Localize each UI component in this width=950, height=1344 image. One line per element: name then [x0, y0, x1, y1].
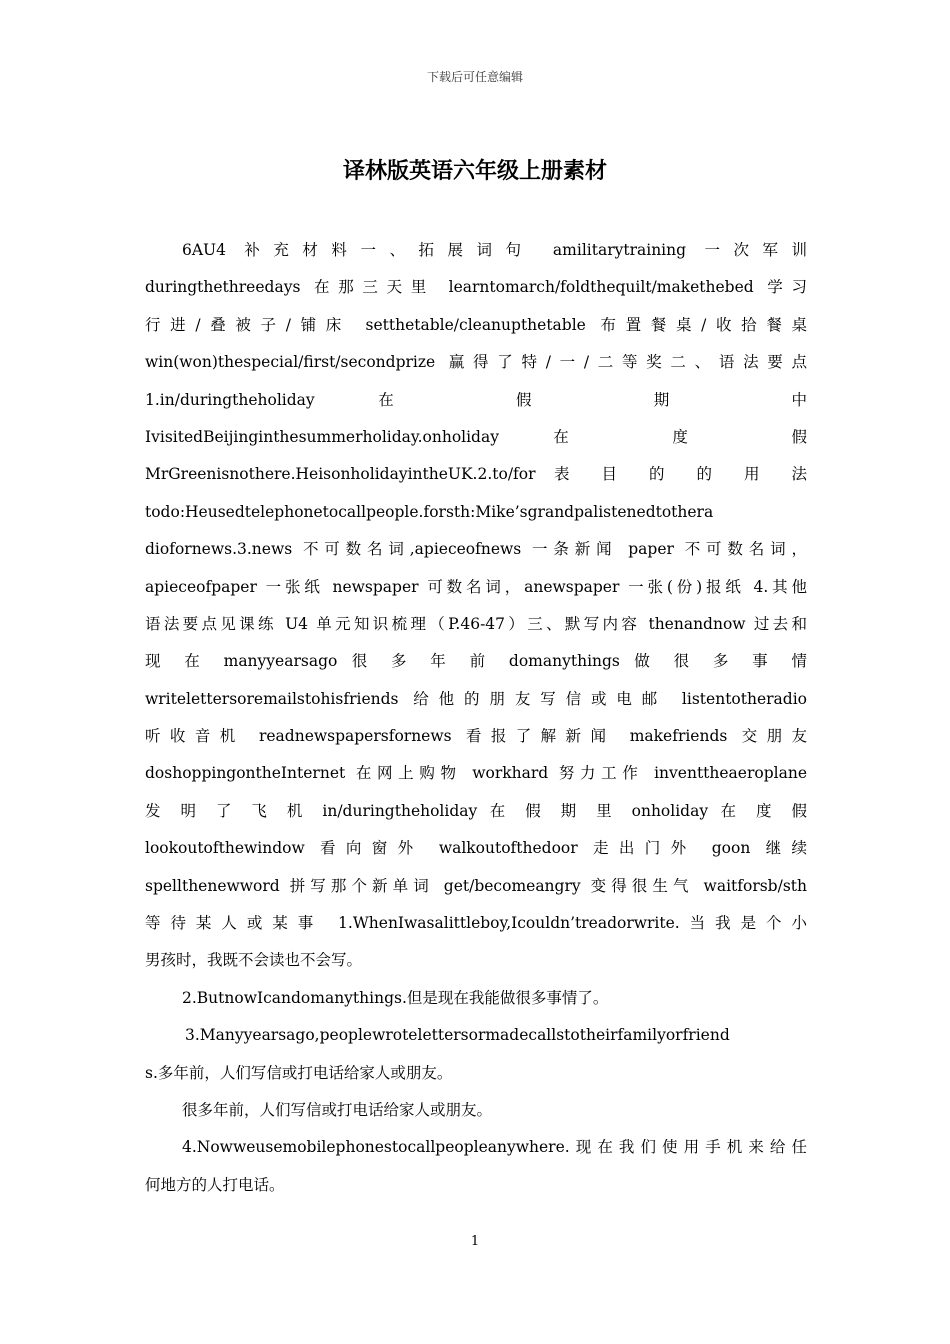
- body-line: 4.Nowweusemobilephonestocallpeopleanywhere.现在我们使用手机来给任: [182, 1138, 807, 1157]
- body-line: 男孩时，我既不会读也不会写。: [145, 951, 363, 970]
- body-line: 语法要点见课练 U4 单元知识梳理（P.46-47）三、默写内容 thenandnow 过去和: [145, 614, 807, 633]
- body-line: 很多年前，人们写信或打电话给家人或朋友。: [182, 1100, 493, 1119]
- header-note: 下载后可任意编辑: [426, 70, 523, 84]
- page-number: 1: [470, 1234, 480, 1249]
- body-line: lookoutofthewindow 看向窗外 walkoutofthedoor 走出门外 goon 继续: [145, 839, 807, 858]
- body-line: 3.Manyyearsago,peoplewrotelettersormadecallstotheirfamilyorfriend: [185, 1026, 730, 1045]
- body-line: IvisitedBeijinginthesummerholiday.onholiday 在 度 假: [145, 427, 807, 446]
- body-line: MrGreenisnothere.HeisonholidayintheUK.2.to/for 表 目 的 的 用 法: [145, 465, 807, 484]
- body-line: apieceofpaper 一张纸 newspaper 可数名词，anewspaper 一张(份)报纸 4.其他: [145, 577, 807, 596]
- body-line: 6AU4 补充材料一、拓展词句 amilitarytraining 一次军训: [182, 241, 807, 259]
- body-line: 1.in/duringtheholiday 在 假 期 中: [145, 390, 807, 409]
- body-line: 发 明 了 飞 机 in/duringtheholiday 在 假 期 里 onholiday 在 度 假: [145, 801, 807, 820]
- body-line: win(won)thespecial/first/secondprize 赢得了特/一/二等奖二、语法要点: [145, 353, 807, 372]
- body-line: 何地方的人打电话。: [145, 1175, 285, 1194]
- document-title: 译林版英语六年级上册素材: [342, 159, 607, 184]
- body-line: 等待某人或某事 1.WhenIwasalittleboy,Icouldn’treadorwrite.当我是个小: [145, 914, 807, 933]
- body-line: 现 在 manyyearsago 很 多 年 前 domanythings 做 很 多 事 情: [145, 652, 807, 671]
- document-body: [145, 232, 807, 1204]
- body-line: 2.ButnowIcandomanythings.但是现在我能做很多事情了。: [182, 988, 609, 1007]
- body-line: duringthethreedays 在那三天里 learntomarch/foldthequilt/makethebed 学习: [145, 278, 807, 297]
- body-line: writelettersoremailstohisfriends 给他的朋友写信或电邮 listentotheradio: [145, 689, 807, 708]
- body-line: 听收音机 readnewspapersfornews 看报了解新闻 makefriends 交朋友: [145, 727, 807, 746]
- body-line: s.多年前，人们写信或打电话给家人或朋友。: [145, 1063, 453, 1082]
- body-line: 行进/叠被子/铺床 setthetable/cleanupthetable 布置餐桌/收拾餐桌: [145, 315, 807, 334]
- body-line: spellthenewword 拼写那个新单词 get/becomeangry 变得很生气 waitforsb/sth: [145, 876, 807, 895]
- body-line: diofornews.3.news 不可数名词,apieceofnews 一条新闻 paper 不可数名词，: [145, 540, 807, 559]
- body-line: todo:Heusedtelephonetocallpeople.forsth:Mike’sgrandpalistenedtothera: [145, 502, 714, 521]
- body-line: doshoppingontheInternet 在网上购物 workhard 努力工作 inventtheaeroplane: [145, 764, 807, 783]
